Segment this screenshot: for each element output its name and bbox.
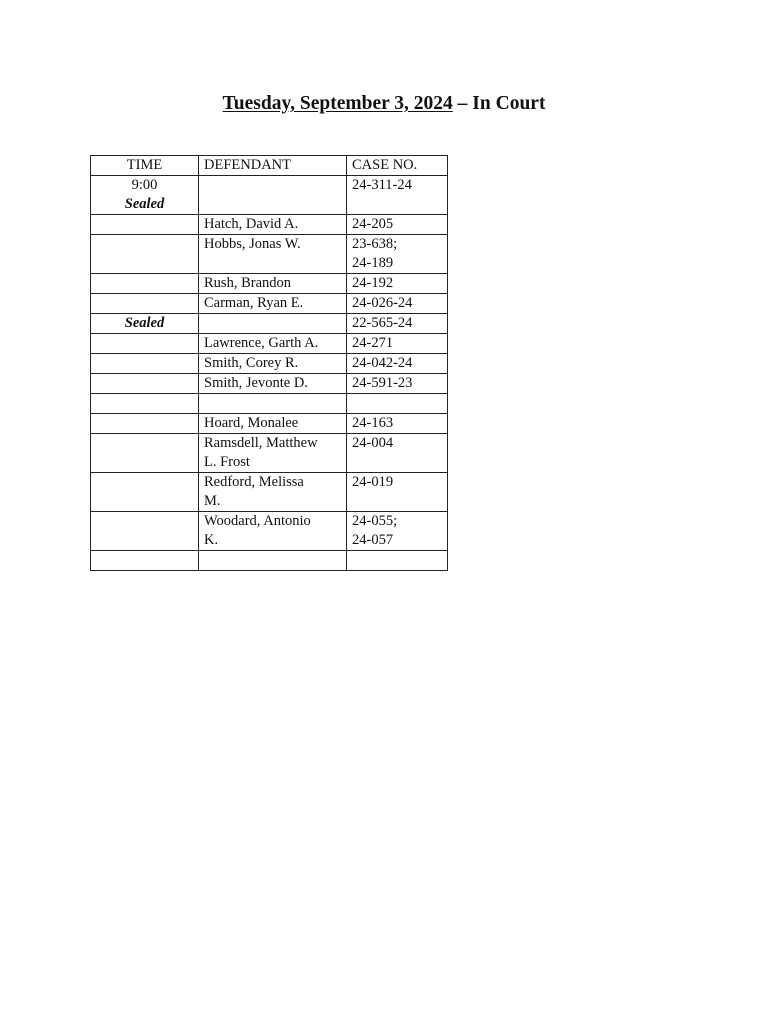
time-cell — [91, 215, 199, 235]
case-number-line: 24-042-24 — [352, 355, 413, 371]
defendant-name-line: K. — [204, 532, 219, 548]
defendant-cell — [199, 294, 347, 314]
defendant-name-line — [204, 195, 341, 214]
time-cell — [91, 394, 199, 414]
case-number-line: 24-311-24 — [352, 177, 412, 193]
case-number-cell — [347, 551, 448, 571]
case-number-line — [352, 195, 442, 214]
defendant-name-line: Rush, Brandon — [204, 275, 291, 291]
case-number-line: 23-638; — [352, 236, 398, 252]
time-cell — [91, 176, 199, 215]
case-number-cell — [347, 473, 448, 512]
case-number-line: 24-189 — [352, 255, 394, 271]
case-number-cell — [347, 314, 448, 334]
case-number-cell — [347, 294, 448, 314]
sealed-note: Sealed — [124, 315, 165, 331]
defendant-name-line — [204, 254, 341, 273]
case-number-line: 24-019 — [352, 474, 394, 490]
defendant-name-line: Hoard, Monalee — [204, 415, 299, 431]
time-cell — [91, 374, 199, 394]
case-number-line: 24-163 — [352, 415, 394, 431]
case-number-cell — [347, 374, 448, 394]
defendant-cell — [199, 334, 347, 354]
time-cell — [91, 334, 199, 354]
case-number-cell — [347, 274, 448, 294]
case-number-line — [352, 551, 442, 570]
table-row — [91, 314, 448, 334]
table-row — [91, 235, 448, 274]
case-number-cell — [347, 176, 448, 215]
case-number-cell — [347, 215, 448, 235]
table-header-row — [91, 156, 448, 176]
case-number-line — [352, 453, 442, 472]
table-row — [91, 414, 448, 434]
case-number-cell — [347, 354, 448, 374]
time-cell — [91, 414, 199, 434]
docket-rows — [91, 176, 448, 571]
defendant-cell — [199, 434, 347, 473]
case-number-line — [352, 394, 442, 413]
sealed-note: Sealed — [124, 196, 165, 212]
table-row — [91, 215, 448, 235]
header-defendant: DEFENDANT — [199, 156, 347, 176]
defendant-cell — [199, 512, 347, 551]
defendant-name-line: Hobbs, Jonas W. — [204, 236, 301, 252]
defendant-name-line — [204, 314, 341, 333]
time-cell — [91, 551, 199, 571]
defendant-cell — [199, 235, 347, 274]
case-number-cell — [347, 414, 448, 434]
case-number-cell — [347, 512, 448, 551]
case-number-line: 24-271 — [352, 335, 394, 351]
table-row — [91, 434, 448, 473]
table-row — [91, 294, 448, 314]
table-row — [91, 176, 448, 215]
defendant-name-line: Smith, Jevonte D. — [204, 375, 308, 391]
time-cell — [91, 314, 199, 334]
defendant-cell — [199, 314, 347, 334]
time-cell — [91, 434, 199, 473]
table-row — [91, 374, 448, 394]
case-number-line — [352, 492, 442, 511]
defendant-name-line: Woodard, Antonio — [204, 513, 311, 529]
case-number-line: 24-055; — [352, 513, 398, 529]
title-suffix: – In Court — [452, 93, 546, 114]
table-row — [91, 473, 448, 512]
time-value: 9:00 — [131, 177, 158, 193]
defendant-cell — [199, 215, 347, 235]
case-number-cell — [347, 394, 448, 414]
title-date: Tuesday, September 3, 2024 — [222, 93, 453, 114]
table-row — [91, 394, 448, 414]
time-cell — [91, 274, 199, 294]
header-case-no: CASE NO. — [347, 156, 448, 176]
case-number-line: 24-026-24 — [352, 295, 413, 311]
defendant-name-line — [204, 176, 341, 195]
defendant-name-line: Carman, Ryan E. — [204, 295, 304, 311]
time-cell — [91, 235, 199, 274]
time-cell — [91, 473, 199, 512]
table-row — [91, 512, 448, 551]
table-row — [91, 354, 448, 374]
case-number-line: 24-192 — [352, 275, 394, 291]
defendant-name-line: M. — [204, 493, 221, 509]
defendant-cell — [199, 551, 347, 571]
defendant-name-line: Lawrence, Garth A. — [204, 335, 319, 351]
defendant-name-line — [204, 394, 341, 413]
defendant-cell — [199, 473, 347, 512]
court-docket-table — [90, 155, 448, 571]
defendant-name-line — [204, 551, 341, 570]
header-time: TIME — [91, 156, 199, 176]
time-cell — [91, 354, 199, 374]
defendant-name-line: Redford, Melissa — [204, 474, 304, 490]
time-cell — [91, 294, 199, 314]
defendant-cell — [199, 394, 347, 414]
case-number-line: 24-591-23 — [352, 375, 413, 391]
defendant-cell — [199, 374, 347, 394]
case-number-line: 24-205 — [352, 216, 394, 232]
case-number-cell — [347, 434, 448, 473]
case-number-cell — [347, 334, 448, 354]
case-number-line: 24-057 — [352, 532, 394, 548]
case-number-cell — [347, 235, 448, 274]
defendant-name-line: Hatch, David A. — [204, 216, 299, 232]
table-row — [91, 334, 448, 354]
case-number-line: 22-565-24 — [352, 315, 413, 331]
table-row — [91, 551, 448, 571]
defendant-name-line: Smith, Corey R. — [204, 355, 299, 371]
defendant-cell — [199, 354, 347, 374]
defendant-cell — [199, 274, 347, 294]
defendant-cell — [199, 414, 347, 434]
defendant-name-line: L. Frost — [204, 454, 250, 470]
defendant-cell — [199, 176, 347, 215]
case-number-line: 24-004 — [352, 435, 394, 451]
page-title — [0, 93, 768, 115]
table-row — [91, 274, 448, 294]
time-cell — [91, 512, 199, 551]
defendant-name-line: Ramsdell, Matthew — [204, 435, 318, 451]
